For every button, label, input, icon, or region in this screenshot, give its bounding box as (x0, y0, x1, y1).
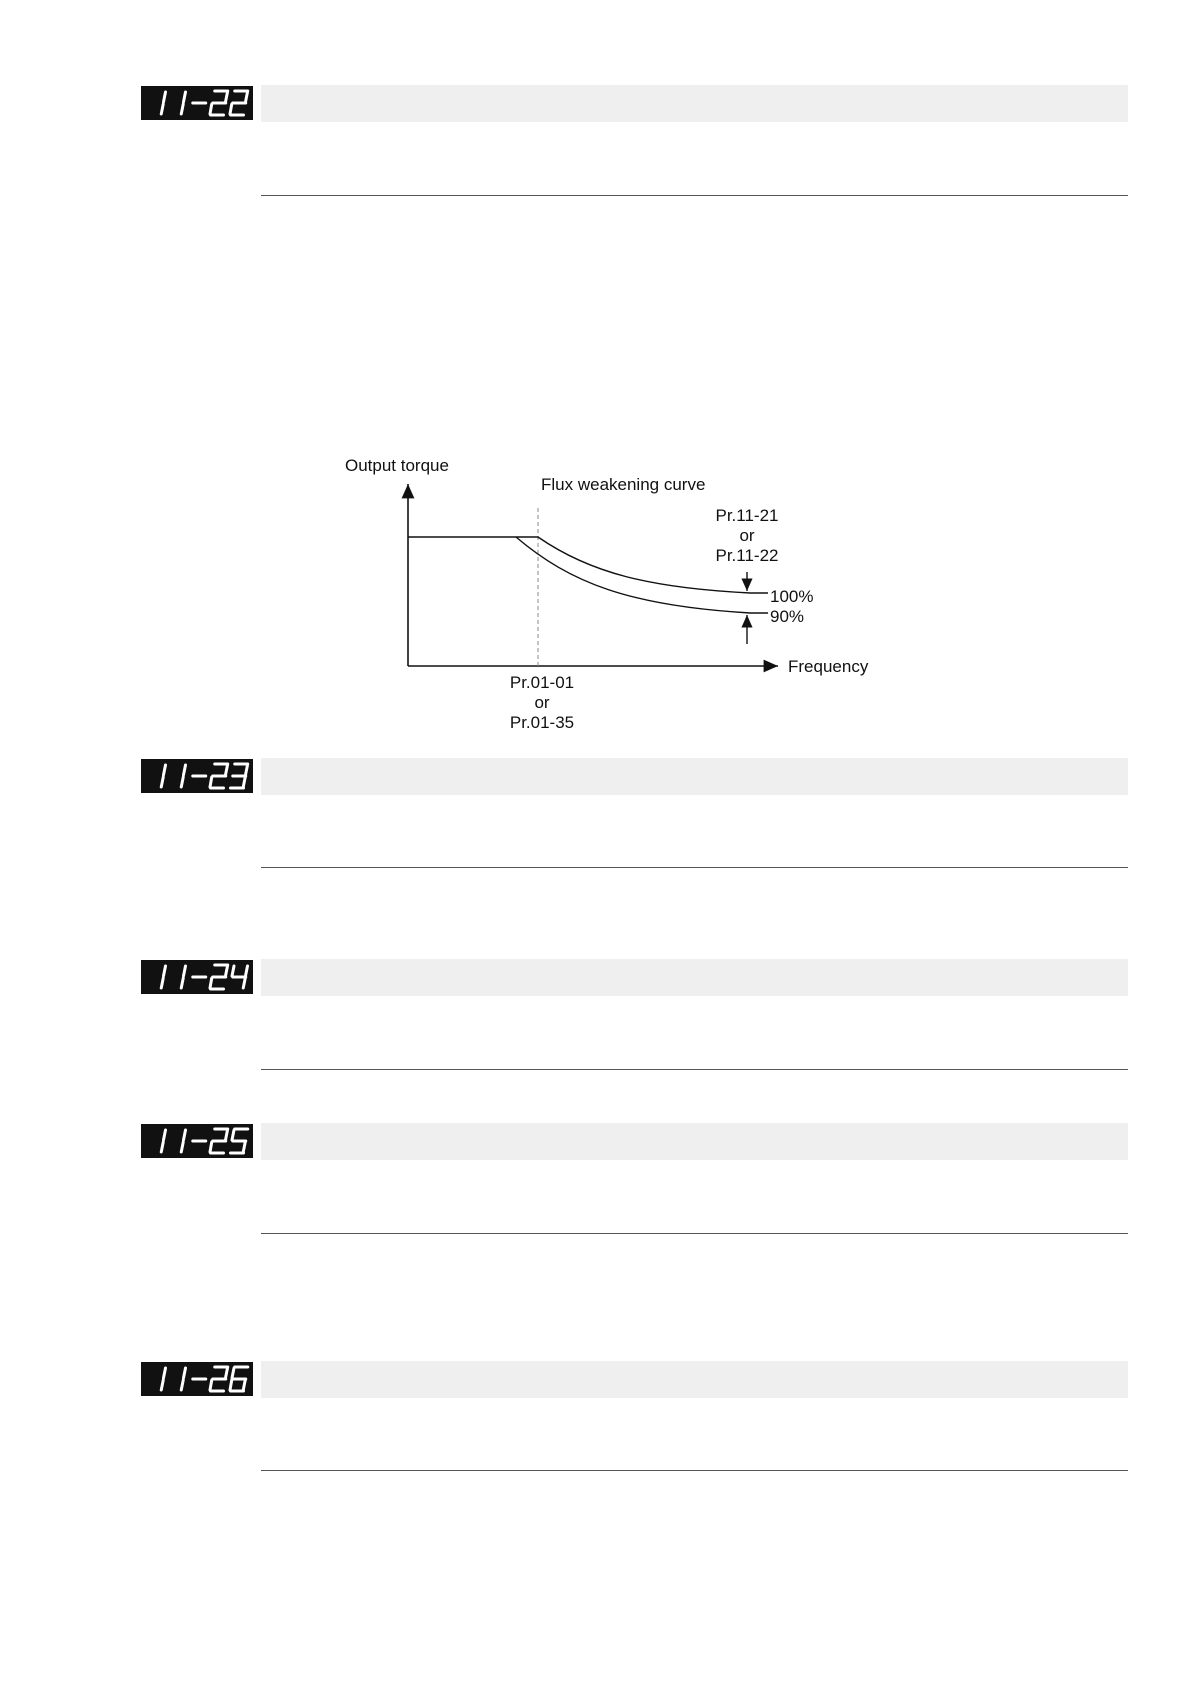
parameter-title-bar (261, 1123, 1128, 1160)
lcd-char-1 (181, 1368, 185, 1390)
lcd-char-2 (210, 91, 228, 115)
section-divider (261, 1069, 1128, 1070)
lcd-char-6 (230, 1367, 248, 1391)
parameter-title-bar (261, 758, 1128, 795)
lcd-char-1 (181, 92, 185, 114)
parameter-code-display (141, 1362, 253, 1396)
section-divider (261, 867, 1128, 868)
torque-curve-100 (408, 537, 768, 593)
section-divider (261, 195, 1128, 196)
lcd-char-4 (232, 966, 248, 988)
param-label-or: or (739, 526, 755, 545)
lcd-char-2 (210, 965, 228, 989)
lcd-char-5 (231, 1129, 248, 1153)
lcd-char-2 (210, 1367, 228, 1391)
lcd-char-1 (181, 1130, 185, 1152)
lcd-char-1 (161, 1130, 165, 1152)
lcd-char-1 (161, 966, 165, 988)
lcd-digits-11-24 (141, 960, 253, 994)
section-divider (261, 1470, 1128, 1471)
parameter-title-bar (261, 1361, 1128, 1398)
parameter-title-bar (261, 959, 1128, 996)
section-divider (261, 1233, 1128, 1234)
lcd-char-3 (231, 764, 248, 788)
lcd-char-2 (210, 764, 228, 788)
parameter-code-display (141, 1124, 253, 1158)
y-axis-label: Output torque (345, 456, 449, 475)
lcd-char-1 (181, 966, 185, 988)
lcd-char-2 (210, 1129, 228, 1153)
curve-label: Flux weakening curve (541, 475, 706, 494)
x-marker-top: Pr.01-01 (509, 673, 575, 692)
lcd-digits-11-26 (141, 1362, 253, 1396)
parameter-code-display (141, 759, 253, 793)
lcd-digits-11-22 (141, 86, 253, 120)
lcd-char-1 (161, 765, 165, 787)
level-90-label: 90% (770, 607, 805, 626)
param-label-top: Pr.11-21 (715, 506, 779, 525)
x-axis-label: Frequency (788, 657, 869, 676)
lcd-char-1 (161, 92, 165, 114)
x-marker-or: or (534, 693, 550, 712)
lcd-char-1 (181, 765, 185, 787)
lcd-char-1 (161, 1368, 165, 1390)
parameter-code-display (141, 960, 253, 994)
lcd-digits-11-25 (141, 1124, 253, 1158)
parameter-title-bar (261, 85, 1128, 122)
parameter-code-display (141, 86, 253, 120)
level-100-label: 100% (770, 587, 814, 606)
param-label-bottom: Pr.11-22 (715, 546, 779, 565)
lcd-char-2 (230, 91, 248, 115)
lcd-digits-11-23 (141, 759, 253, 793)
x-marker-bottom: Pr.01-35 (509, 713, 575, 732)
flux-weakening-diagram (330, 448, 910, 738)
